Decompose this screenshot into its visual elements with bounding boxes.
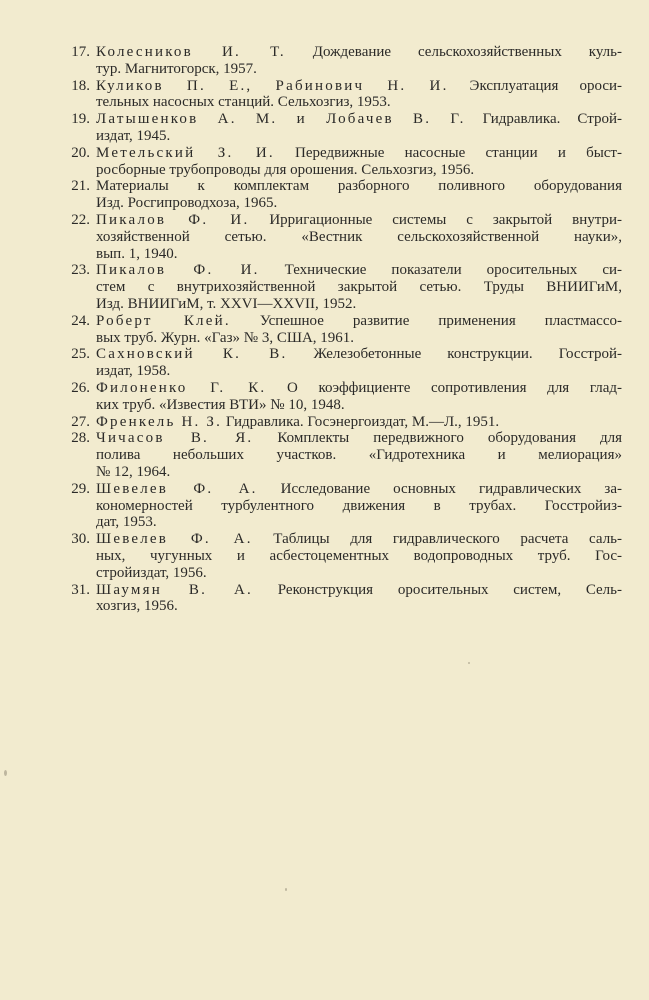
reference-text-line: Реконструкция оросительных систем, Сель- xyxy=(277,581,622,598)
reference-text-line: ных, чугунных и асбестоцементных водопроводных труб. Гос- xyxy=(96,547,622,564)
reference-text-line: Изд. Росгипроводхоза, 1965. xyxy=(96,195,278,212)
reference-text-line: Эксплуатация ороси- xyxy=(469,77,623,94)
reference-28 xyxy=(0,430,649,480)
paper-speck xyxy=(468,662,470,664)
reference-number: 25. xyxy=(71,346,90,363)
reference-text-line: стем с внутрихозяйственной закрытой сетью. Труды ВНИИГиМ, xyxy=(96,279,622,296)
reference-author: Роберт Клей. xyxy=(96,312,231,329)
reference-number: 23. xyxy=(71,262,90,279)
reference-text-line: Таблицы для гидравлического расчета саль- xyxy=(273,531,623,548)
reference-text-line: Гидравлика. Строй- xyxy=(482,111,622,128)
reference-author: Чичасов В. Я. xyxy=(96,430,254,447)
reference-number: 20. xyxy=(71,144,90,161)
reference-number: 19. xyxy=(71,111,90,128)
reference-text-line: Комплекты передвижного оборудования для xyxy=(277,430,623,447)
reference-19 xyxy=(0,111,649,145)
reference-text-line: издат, 1958. xyxy=(96,363,171,380)
reference-text-line: Исследование основных гидравлических за- xyxy=(280,480,623,497)
reference-author: Шаумян В. А. xyxy=(96,581,253,598)
reference-text-line: Материалы к комплектам разборного поливного оборудования xyxy=(96,178,622,195)
reference-text-line: вып. 1, 1940. xyxy=(96,245,178,262)
reference-text-line: Гидравлика. Госэнергоиздат, М.—Л., 1951. xyxy=(225,413,500,430)
reference-text-line: хозгиз, 1956. xyxy=(96,598,178,615)
reference-text-line: издат, 1945. xyxy=(96,127,171,144)
reference-number: 24. xyxy=(71,312,90,329)
reference-number: 22. xyxy=(71,211,90,228)
reference-author: Пикалов Ф. И. xyxy=(96,262,260,279)
reference-number: 28. xyxy=(71,430,90,447)
reference-author: Колесников И. Т. xyxy=(96,44,286,60)
paper-speck xyxy=(285,888,287,891)
reference-author: Шевелев Ф. А. xyxy=(96,480,258,497)
reference-author: Сахновский К. В. xyxy=(96,346,288,363)
reference-text-line: Передвижные насосные станции и быст- xyxy=(295,144,622,161)
reference-text-line: О коэффициенте сопротивления для глад- xyxy=(287,379,622,396)
reference-text-line: дат, 1953. xyxy=(96,514,157,531)
reference-author: Куликов П. Е., Рабинович Н. И. xyxy=(96,77,449,94)
reference-author: Френкель Н. З. xyxy=(96,413,223,430)
reference-number: 31. xyxy=(71,581,90,598)
reference-author: Метельский З. И. xyxy=(96,144,275,161)
reference-26 xyxy=(0,380,649,414)
reference-text-line: полива небольших участков. «Гидротехника и мелиорация» xyxy=(96,447,622,464)
reference-text-line: вых труб. Журн. «Газ» № 3, США, 1961. xyxy=(96,329,355,346)
reference-25 xyxy=(0,346,649,380)
reference-text-line: Технические показатели оросительных си- xyxy=(284,262,623,279)
reference-text-line: № 12, 1964. xyxy=(96,463,171,480)
reference-23 xyxy=(0,262,649,312)
reference-text-line: хозяйственной сетью. «Вестник сельскохозяйственной науки», xyxy=(96,228,622,245)
reference-list xyxy=(0,44,649,615)
reference-30 xyxy=(0,531,649,581)
reference-31 xyxy=(0,582,649,616)
reference-text-line: ких труб. «Известия ВТИ» № 10, 1948. xyxy=(96,396,345,413)
reference-20 xyxy=(0,145,649,179)
reference-22 xyxy=(0,212,649,262)
reference-text-line: Изд. ВНИИГиМ, т. XXVI—XXVII, 1952. xyxy=(96,295,357,312)
reference-text-line: Дождевание сельскохозяйственных куль- xyxy=(312,44,623,60)
reference-text-line: стройиздат, 1956. xyxy=(96,564,207,581)
reference-number: 18. xyxy=(71,77,90,94)
reference-18 xyxy=(0,78,649,112)
reference-text-line: тур. Магнитогорск, 1957. xyxy=(96,60,257,77)
paper-speck xyxy=(4,770,7,776)
reference-27 xyxy=(0,414,649,431)
reference-author: Шевелев Ф. А. xyxy=(96,531,253,548)
reference-text-line: кономерностей турбулентного движения в трубах. Госстройиз- xyxy=(96,497,622,514)
reference-24 xyxy=(0,313,649,347)
reference-text-line: росборные трубопроводы для орошения. Сельхозгиз, 1956. xyxy=(96,161,475,178)
reference-number: 29. xyxy=(71,480,90,497)
reference-text-line: тельных насосных станций. Сельхозгиз, 1953. xyxy=(96,94,391,111)
reference-number: 27. xyxy=(71,413,90,430)
reference-17 xyxy=(0,44,649,78)
reference-text-line: Успешное развитие применения пластмассо- xyxy=(259,312,622,329)
reference-21 xyxy=(0,178,649,212)
reference-29 xyxy=(0,481,649,531)
reference-number: 26. xyxy=(71,379,90,396)
reference-author: Латышенков А. М. и Лобачев В. Г. xyxy=(96,111,466,128)
reference-number: 21. xyxy=(71,178,90,195)
reference-number: 30. xyxy=(71,531,90,548)
reference-text-line: Железобетонные конструкции. Госстрой- xyxy=(313,346,622,363)
reference-text-line: Ирригационные системы с закрытой внутри- xyxy=(269,211,623,228)
reference-number: 17. xyxy=(71,44,90,60)
reference-author: Филоненко Г. К. xyxy=(96,379,267,396)
reference-author: Пикалов Ф. И. xyxy=(96,211,250,228)
